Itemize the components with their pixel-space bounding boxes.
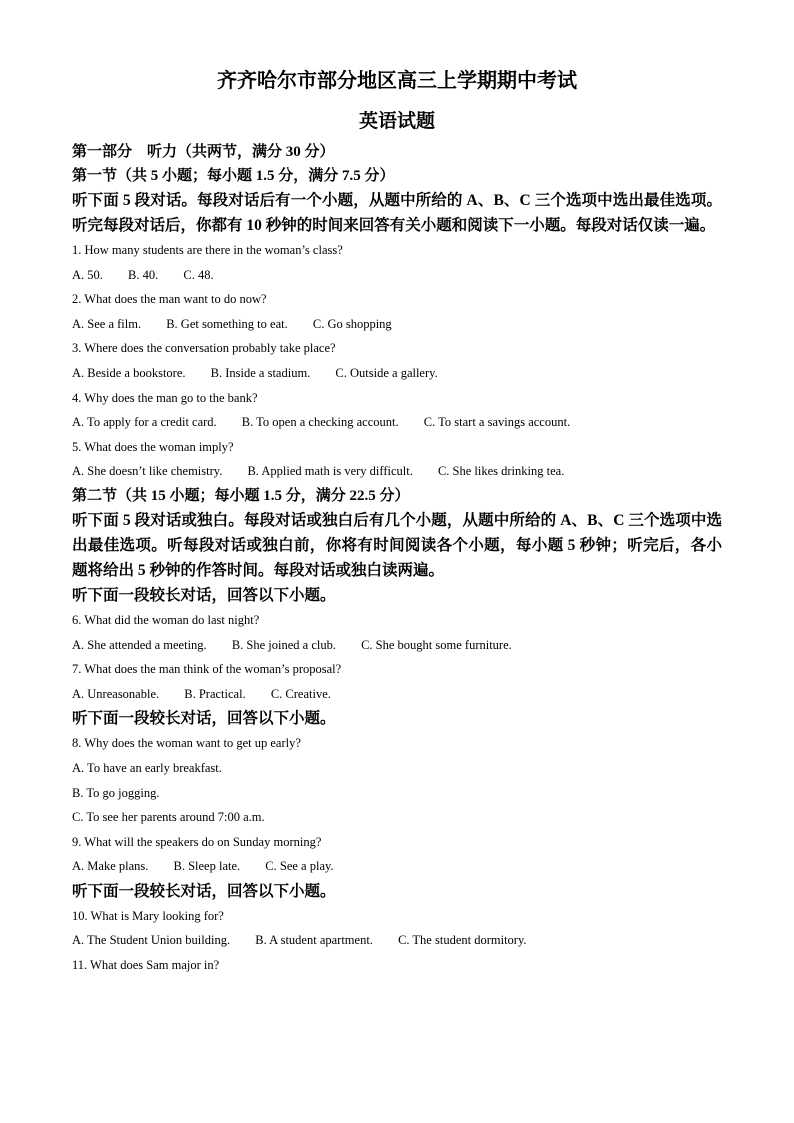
option-c: C. The student dormitory. bbox=[398, 933, 527, 948]
question-4 bbox=[72, 386, 722, 435]
section2-instructions: 听下面 5 段对话或独白。每段对话或独白后有几个小题，从题中所给的 A、B、C 三个选项中选出最佳选项。听每段对话或独白前，你将有时间阅读各个小题，每小题 5 秒钟；听完后，各小题将给出 5 秒钟的作答时间。每段对话或独白读两遍。 bbox=[72, 511, 722, 579]
question-7 bbox=[72, 657, 722, 706]
question-text: 2. What does the man want to do now? bbox=[72, 292, 267, 307]
question-options bbox=[72, 312, 722, 337]
question-options bbox=[72, 459, 722, 484]
question-5 bbox=[72, 435, 722, 484]
section2-heading: 第二节（共 15 小题；每小题 1.5 分，满分 22.5 分） bbox=[72, 487, 410, 504]
question-text: 9. What will the speakers do on Sunday morning? bbox=[72, 834, 322, 849]
option-c: C. To see her parents around 7:00 a.m. bbox=[72, 810, 265, 825]
question-1 bbox=[72, 238, 722, 287]
question-8 bbox=[72, 731, 722, 829]
question-text: 10. What is Mary looking for? bbox=[72, 908, 224, 923]
option-b: B. Practical. bbox=[184, 686, 246, 701]
option-c: C. See a play. bbox=[265, 859, 334, 874]
question-6 bbox=[72, 608, 722, 657]
option-a: A. Beside a bookstore. bbox=[72, 365, 186, 380]
option-c: C. She likes drinking tea. bbox=[437, 464, 565, 479]
option-a: A. To have an early breakfast. bbox=[72, 760, 222, 775]
question-options bbox=[72, 682, 722, 707]
option-c: C. Outside a gallery. bbox=[335, 365, 438, 380]
group-note-3: 听下面一段较长对话，回答以下小题。 bbox=[72, 882, 336, 900]
question-options bbox=[72, 361, 722, 386]
option-c: C. Creative. bbox=[270, 686, 331, 701]
option-b: B. 40. bbox=[128, 267, 159, 282]
section1-instructions: 听下面 5 段对话。每段对话后有一个小题，从题中所给的 A、B、C 三个选项中选出最佳选项。听完每段对话后，你都有 10 秒钟的时间来回答有关小题和阅读下一小题。每段对话仅读一遍。 bbox=[72, 192, 722, 234]
option-a: A. See a film. bbox=[72, 316, 142, 331]
exam-subtitle: 英语试题 bbox=[358, 111, 435, 132]
option-b: B. She joined a club. bbox=[231, 637, 336, 652]
option-c: C. 48. bbox=[183, 267, 214, 282]
question-text: 3. Where does the conversation probably take place? bbox=[72, 341, 336, 356]
question-options bbox=[72, 633, 722, 658]
question-2 bbox=[72, 287, 722, 336]
question-10 bbox=[72, 904, 722, 953]
question-text: 5. What does the woman imply? bbox=[72, 439, 234, 454]
option-b: B. Sleep late. bbox=[173, 859, 241, 874]
question-text: 7. What does the man think of the woman’s proposal? bbox=[72, 662, 342, 677]
question-options bbox=[72, 410, 722, 435]
exam-title: 齐齐哈尔市部分地区高三上学期期中考试 bbox=[217, 70, 577, 92]
question-text: 8. Why does the woman want to get up early? bbox=[72, 736, 301, 751]
group-note-1: 听下面一段较长对话，回答以下小题。 bbox=[72, 586, 336, 604]
option-a: A. The Student Union building. bbox=[72, 933, 231, 948]
option-a: A. She attended a meeting. bbox=[72, 637, 207, 652]
option-c: C. Go shopping bbox=[312, 316, 392, 331]
part1-heading: 第一部分 听力（共两节，满分 30 分） bbox=[72, 144, 335, 160]
question-3 bbox=[72, 336, 722, 385]
option-c: C. She bought some furniture. bbox=[361, 637, 512, 652]
section1-heading: 第一节（共 5 小题；每小题 1.5 分，满分 7.5 分） bbox=[72, 168, 395, 184]
option-b: B. Get something to eat. bbox=[166, 316, 288, 331]
option-a: A. To apply for a credit card. bbox=[72, 415, 217, 430]
question-options bbox=[72, 263, 722, 288]
question-options bbox=[72, 854, 722, 879]
question-text: 4. Why does the man go to the bank? bbox=[72, 390, 258, 405]
option-c: C. To start a savings account. bbox=[423, 415, 571, 430]
option-b: B. A student apartment. bbox=[255, 933, 373, 948]
option-a: A. 50. bbox=[72, 267, 103, 282]
question-11 bbox=[72, 953, 722, 978]
question-text: 11. What does Sam major in? bbox=[72, 958, 220, 973]
option-a: A. Unreasonable. bbox=[72, 686, 160, 701]
option-a: A. She doesn’t like chemistry. bbox=[72, 464, 223, 479]
option-b: B. Applied math is very difficult. bbox=[247, 464, 413, 479]
option-b: B. To go jogging. bbox=[72, 785, 160, 800]
question-text: 1. How many students are there in the woman’s class? bbox=[72, 243, 343, 257]
question-9 bbox=[72, 830, 722, 879]
question-text: 6. What did the woman do last night? bbox=[72, 612, 260, 627]
option-b: B. To open a checking account. bbox=[241, 415, 399, 430]
question-options bbox=[72, 928, 722, 953]
option-b: B. Inside a stadium. bbox=[210, 365, 311, 380]
group-note-2: 听下面一段较长对话，回答以下小题。 bbox=[72, 710, 336, 728]
option-a: A. Make plans. bbox=[72, 859, 149, 874]
